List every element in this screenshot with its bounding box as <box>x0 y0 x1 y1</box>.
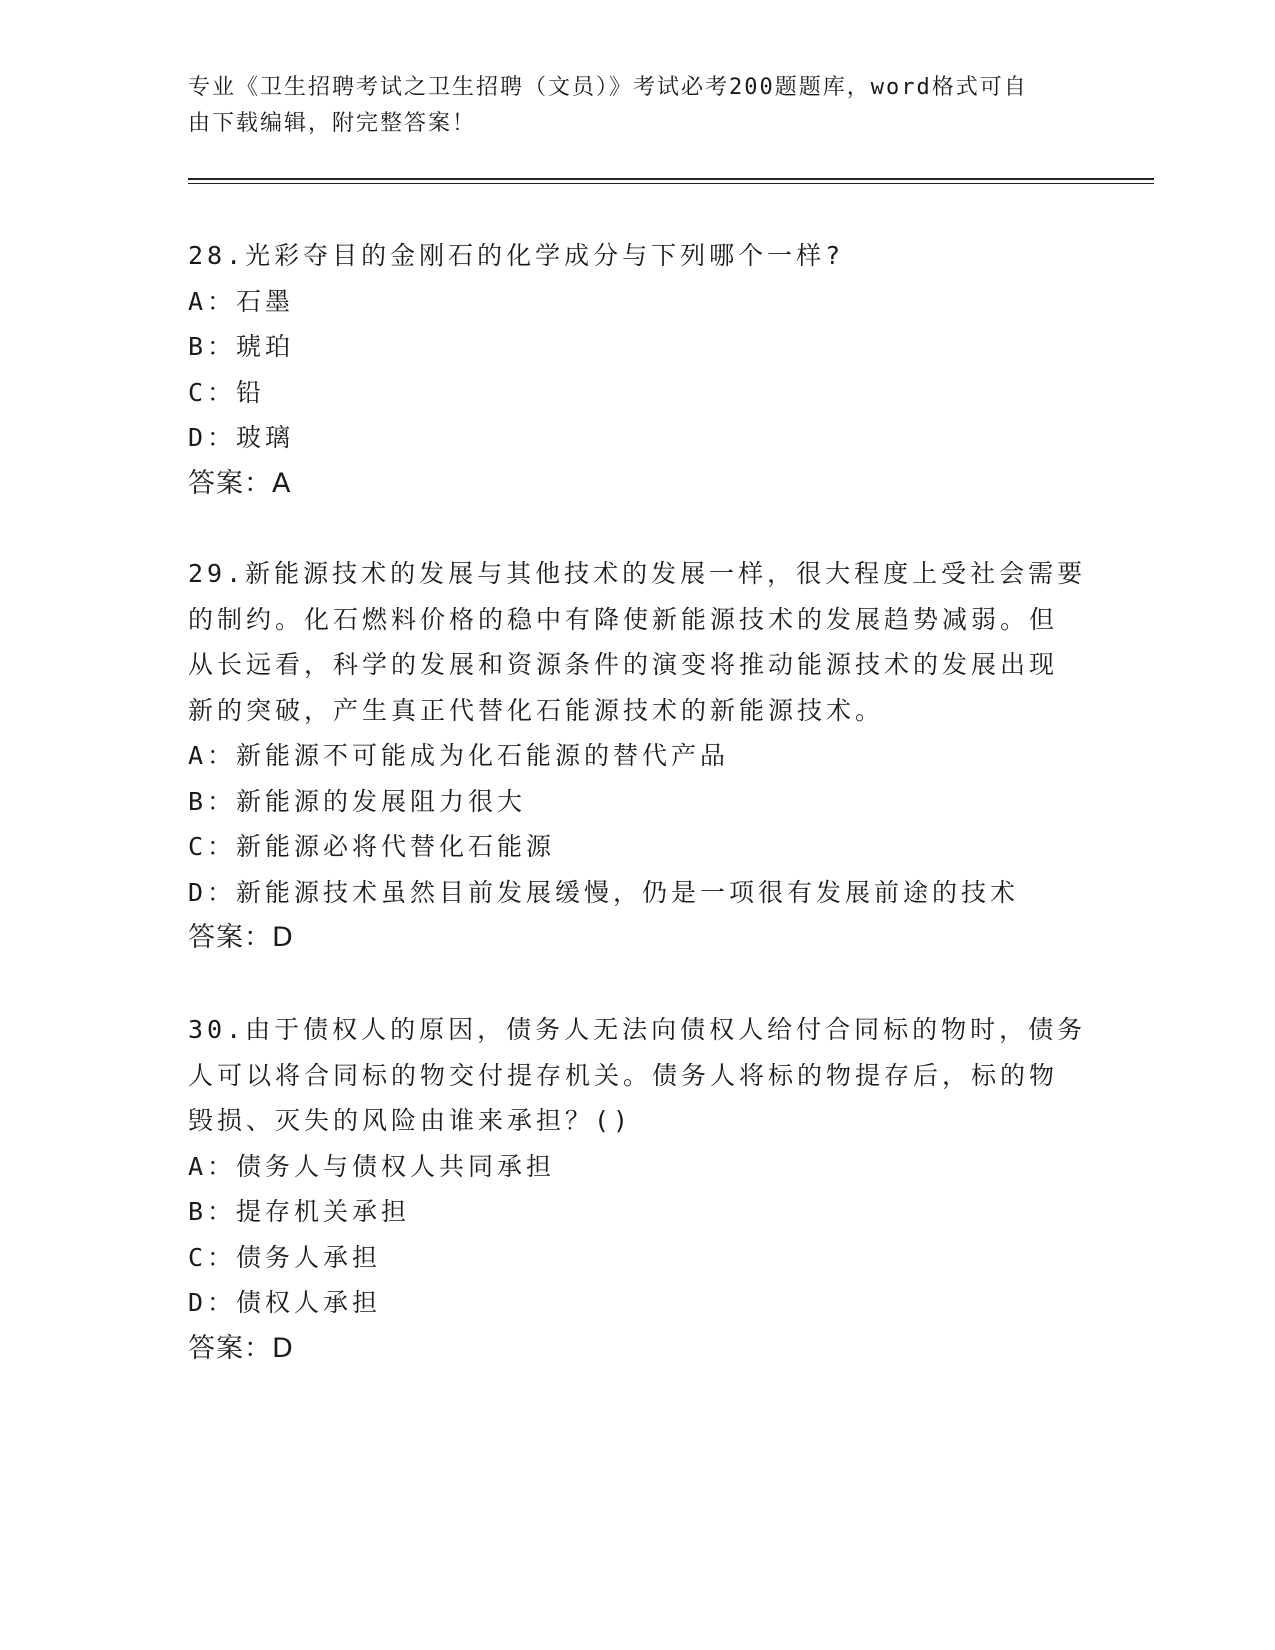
option-b: B：琥珀 <box>188 332 295 361</box>
option-a: A：新能源不可能成为化石能源的替代产品 <box>188 741 730 770</box>
option-d: D：新能源技术虽然目前发展缓慢，仍是一项很有发展前途的技术 <box>188 877 1020 907</box>
question-stem-line: 的制约。化石燃料价格的稳中有降使新能源技术的发展趋势减弱。但 <box>188 604 1059 634</box>
option-d: D：玻璃 <box>188 423 295 452</box>
answer: 答案：D <box>188 922 294 953</box>
option-b: B：新能源的发展阻力很大 <box>188 786 527 816</box>
document-intro <box>188 70 1088 142</box>
question-stem-line: 29.新能源技术的发展与其他技术的发展一样，很大程度上受社会需要 <box>188 559 1087 588</box>
option-a: A：债务人与债权人共同承担 <box>188 1151 556 1181</box>
option-c: C：新能源必将代替化石能源 <box>188 832 556 861</box>
question-stem: 28.光彩夺目的金刚石的化学成分与下列哪个一样? <box>188 241 845 270</box>
option-c: C：债务人承担 <box>188 1242 382 1272</box>
answer: 答案：A <box>188 467 292 499</box>
question-29 <box>188 551 1088 961</box>
double-rule-top <box>188 178 1154 180</box>
question-stem-line: 人可以将合同标的物交付提存机关。债务人将标的物提存后，标的物 <box>188 1060 1059 1090</box>
question-stem-line: 30.由于债权人的原因，债务人无法向债权人给付合同标的物时，债务 <box>188 1015 1087 1044</box>
question-stem-line: 毁损、灭失的风险由谁来承担？() <box>188 1106 633 1135</box>
option-d: D：债权人承担 <box>188 1288 382 1317</box>
question-stem-line: 新的突破，产生真正代替化石能源技术的新能源技术。 <box>188 695 885 725</box>
question-28 <box>188 233 1088 506</box>
intro-line: 由下载编辑，附完整答案！ <box>188 111 477 136</box>
option-a: A：石墨 <box>188 286 295 316</box>
question-30 <box>188 1007 1088 1371</box>
option-c: C：铅 <box>188 377 266 407</box>
intro-line: 专业《卫生招聘考试之卫生招聘（文员）》考试必考200题题库，word格式可自 <box>188 75 1028 100</box>
option-b: B：提存机关承担 <box>188 1197 411 1226</box>
double-rule-bottom <box>188 183 1154 184</box>
question-stem-line: 从长远看，科学的发展和资源条件的演变将推动能源技术的发展出现 <box>188 650 1059 679</box>
answer: 答案：D <box>188 1332 294 1364</box>
